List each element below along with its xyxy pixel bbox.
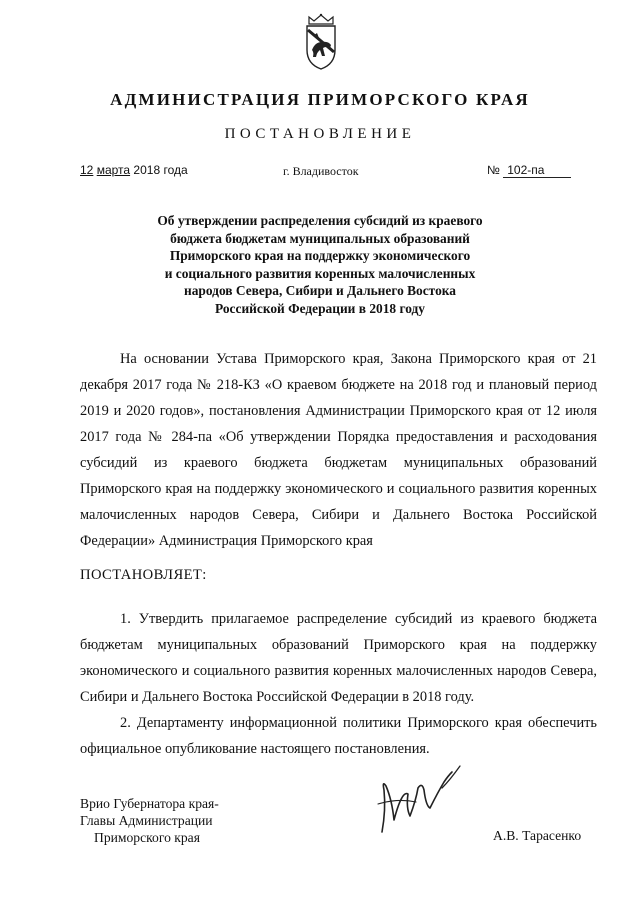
number-value: 102-па [503,163,571,178]
signatory-title-line: Приморского края [94,830,200,845]
signatory-title-line: Главы Администрации [80,813,213,828]
document-heading [120,212,520,317]
primorsky-coat-of-arms-icon [301,12,341,72]
signatory-name: А.В. Тарасенко [493,828,582,843]
date-day: 12 [80,163,94,177]
document-type: ПОСТАНОВЛЕНИЕ [224,126,416,142]
heading-line: Приморского края на поддержку экономического [169,248,471,263]
document-date [80,163,188,177]
date-word: года [163,163,188,177]
heading-line: Об утверждении распределения субсидий из краевого [157,213,483,228]
document-meta-row [0,163,640,183]
resolve-statement: ПОСТАНОВЛЯЕТ: [80,567,207,583]
organization-title: АДМИНИСТРАЦИЯ ПРИМОРСКОГО КРАЯ [110,90,530,109]
heading-line: народов Севера, Сибири и Дальнего Востока [184,283,456,298]
number-sign: № [487,163,500,177]
resolution-item-2: 2. Департаменту информационной политики Приморского края обеспечить официальное опубликование настоящего постановления. [80,715,597,757]
signatory-title-line: Врио Губернатора края- [80,796,219,811]
heading-line: и социального развития коренных малочисленных [164,265,476,281]
preamble-paragraph: На основании Устава Приморского края, Закона Приморского края от 21 декабря 2017 года № 218-КЗ «О краевом бюджете на 2018 год и плановый период 2019 и 2020 годов», постановления Администрации Приморского края от 12 июля 2017 года № 284-па «Об утверждении Порядка предоставления и расходования субсидий из краевого бюджета бюджетам муниципальных образований Приморского края на поддержку экономического и социального развития коренных малочисленных народов Севера, Сибири и Дальнего Востока Российской Федерации» Администрация Приморского края [80,351,597,549]
document-city: г. Владивосток [283,164,359,178]
date-year: 2018 [133,163,161,177]
resolution-item-1: 1. Утвердить прилагаемое распределение субсидий из краевого бюджета бюджетам муниципальных образований Приморского края на поддержку экономического и социального развития коренных малочисленных народов Севера, Сибири и Дальнего Востока Российской Федерации в 2018 году. [80,611,597,705]
date-month: марта [96,163,131,177]
heading-line: бюджета бюджетам муниципальных образований [170,230,470,246]
heading-line: Российской Федерации в 2018 году [215,300,425,316]
signatory-title [80,795,219,846]
document-number [487,163,571,178]
handwritten-signature-icon [372,760,468,842]
